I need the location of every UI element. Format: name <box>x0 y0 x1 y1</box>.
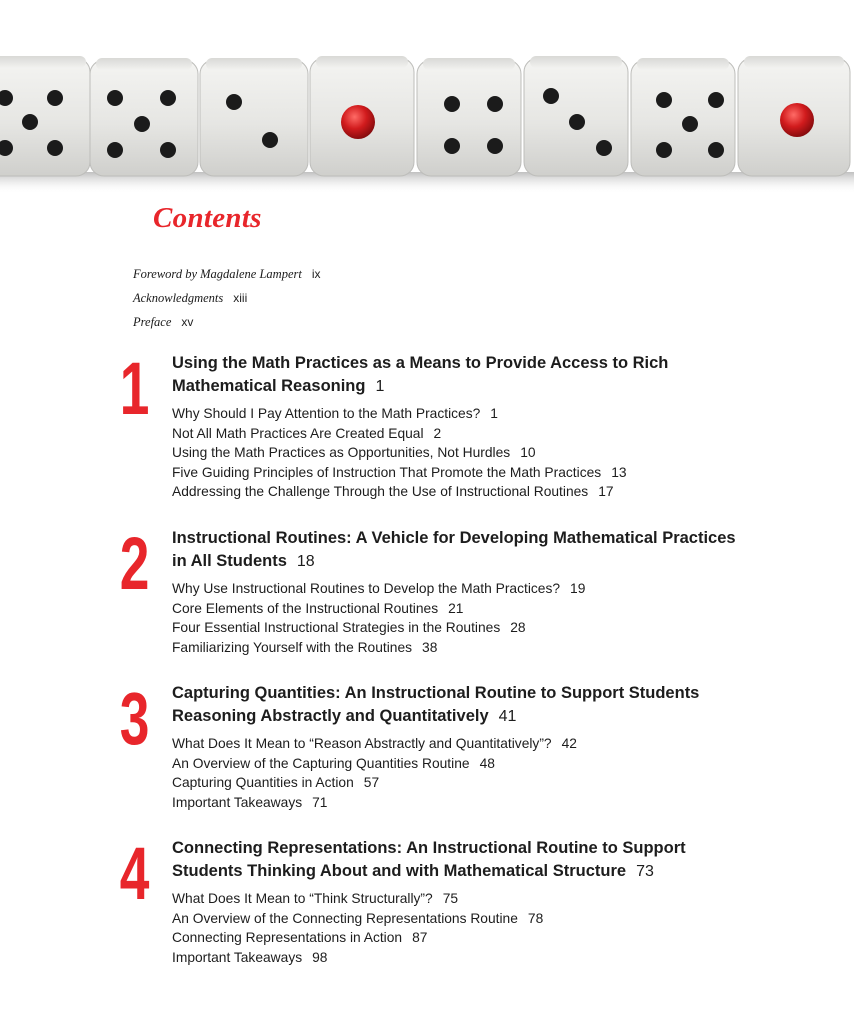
section-page: 19 <box>570 581 586 596</box>
front-matter-page: ix <box>311 267 321 281</box>
section-title: Why Should I Pay Attention to the Math Practices? <box>172 406 481 421</box>
die-4 <box>310 56 414 176</box>
chapter-title[interactable] <box>172 837 792 883</box>
section-page: 57 <box>363 775 380 790</box>
section-page: 98 <box>312 949 328 965</box>
section-page: 75 <box>442 891 459 906</box>
page-title: Contents <box>153 202 262 234</box>
chapter-number: 4 <box>119 832 148 915</box>
section-item[interactable] <box>172 754 577 774</box>
section-item[interactable] <box>172 928 543 948</box>
section-item[interactable] <box>172 638 585 658</box>
section-page: 48 <box>479 755 495 771</box>
chapter-title[interactable] <box>172 527 792 573</box>
section-title: Four Essential Instructional Strategies in the Routines <box>172 620 501 635</box>
section-page: 10 <box>520 445 536 460</box>
section-item[interactable] <box>172 734 577 754</box>
section-page: 13 <box>611 464 627 480</box>
section-title: Familiarizing Yourself with the Routines <box>172 639 413 655</box>
chapter-title-line: Instructional Routines: A Vehicle for Developing Mathematical Practices <box>172 529 736 547</box>
section-title: Important Takeaways <box>172 949 303 965</box>
front-matter-title: Foreword by Magdalene Lampert <box>133 267 302 281</box>
section-item[interactable] <box>172 618 585 638</box>
chapter-title-line: Reasoning Abstractly and Quantitatively <box>172 707 489 725</box>
section-title: Five Guiding Principles of Instruction That Promote the Math Practices <box>172 464 602 480</box>
section-title: An Overview of the Capturing Quantities Routine <box>172 755 470 771</box>
section-list <box>172 734 577 812</box>
section-page: 28 <box>510 620 526 635</box>
chapter-page: 73 <box>636 863 654 880</box>
die-3 <box>200 58 308 176</box>
section-title: Addressing the Challenge Through the Use of Instructional Routines <box>172 484 589 499</box>
section-page: 1 <box>490 406 498 421</box>
chapter-page: 41 <box>498 708 517 725</box>
chapter-title-line: Students Thinking About and with Mathematical Structure <box>172 862 627 880</box>
section-title: Connecting Representations in Action <box>172 930 403 945</box>
chapter-page: 18 <box>296 553 315 570</box>
section-item[interactable] <box>172 948 543 968</box>
section-item[interactable] <box>172 889 543 909</box>
chapter-title[interactable] <box>172 682 792 728</box>
chapter-title-line: Using the Math Practices as a Means to Provide Access to Rich <box>172 354 669 372</box>
section-page: 2 <box>433 425 442 441</box>
section-item[interactable] <box>172 482 627 502</box>
die-8 <box>738 56 850 176</box>
section-page: 78 <box>527 910 544 926</box>
section-item[interactable] <box>172 909 543 929</box>
section-page: 38 <box>422 639 438 655</box>
front-matter-list <box>133 262 321 334</box>
die-7 <box>631 58 735 176</box>
section-item[interactable] <box>172 404 627 424</box>
die-2 <box>90 58 198 176</box>
die-1 <box>0 56 90 176</box>
section-item[interactable] <box>172 424 627 444</box>
section-page: 17 <box>598 484 614 499</box>
chapter-title-line: Connecting Representations: An Instructional Routine to Support <box>172 839 686 857</box>
section-page: 87 <box>412 930 428 945</box>
chapter-number: 1 <box>119 347 148 430</box>
section-title: Using the Math Practices as Opportunities, Not Hurdles <box>172 445 511 460</box>
chapter-number: 3 <box>119 677 148 760</box>
section-page: 21 <box>448 600 464 616</box>
front-matter-item[interactable] <box>133 286 321 310</box>
front-matter-page: xv <box>181 315 194 329</box>
dice-banner-image <box>0 0 854 200</box>
front-matter-item[interactable] <box>133 310 321 334</box>
section-page: 42 <box>561 736 577 751</box>
chapter-title[interactable] <box>172 352 792 398</box>
section-list <box>172 579 585 657</box>
front-matter-title: Preface <box>133 315 172 329</box>
section-page: 71 <box>312 794 328 810</box>
die-6 <box>524 56 628 176</box>
chapter-title-line: in All Students <box>172 552 287 570</box>
front-matter-title: Acknowledgments <box>133 291 224 305</box>
section-title: Not All Math Practices Are Created Equal <box>172 425 424 441</box>
section-title: What Does It Mean to “Think Structurally”? <box>172 891 433 906</box>
chapter-page: 1 <box>375 378 385 395</box>
section-title: Why Use Instructional Routines to Develop the Math Practices? <box>172 581 561 596</box>
die-5 <box>417 58 521 176</box>
section-item[interactable] <box>172 773 577 793</box>
section-title: An Overview of the Connecting Representations Routine <box>172 910 518 926</box>
chapter-title-line: Capturing Quantities: An Instructional Routine to Support Students <box>172 684 700 702</box>
section-item[interactable] <box>172 443 627 463</box>
front-matter-item[interactable] <box>133 262 321 286</box>
chapter-title-line: Mathematical Reasoning <box>172 377 366 395</box>
section-item[interactable] <box>172 579 585 599</box>
section-title: Capturing Quantities in Action <box>172 775 354 790</box>
front-matter-page: xiii <box>233 291 248 305</box>
section-list <box>172 889 543 967</box>
chapter-number: 2 <box>119 522 148 605</box>
section-title: Core Elements of the Instructional Routines <box>172 600 439 616</box>
section-item[interactable] <box>172 793 577 813</box>
section-item[interactable] <box>172 463 627 483</box>
section-title: What Does It Mean to “Reason Abstractly and Quantitatively”? <box>172 736 552 751</box>
section-item[interactable] <box>172 599 585 619</box>
section-title: Important Takeaways <box>172 794 303 810</box>
section-list <box>172 404 627 502</box>
